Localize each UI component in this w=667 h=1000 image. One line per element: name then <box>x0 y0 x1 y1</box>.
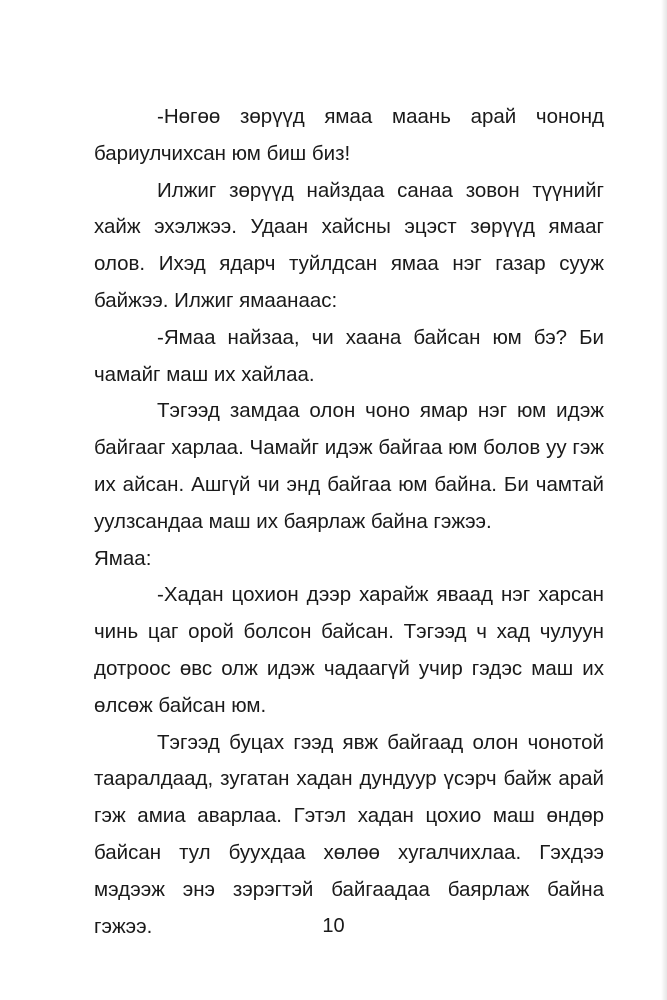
paragraph-1: -Нөгөө зөрүүд ямаа маань арай чононд бариулчихсан юм биш биз! <box>94 105 604 165</box>
paragraph-7: Тэгээд буцах гээд явж байгаад олон чонотой тааралдаад, зугатан хадан дундуур үсэрч байж арай гэж амиа аварлаа. Гэтэл хадан цохио маш өндөр байсан тул буухдаа хөлөө хугалчихлаа. Гэхдээ мэдээж энэ зэрэгтэй байгаадаа баярлаж байна гэжээ. <box>94 730 604 938</box>
paragraph-6: -Хадан цохион дээр харайж яваад нэг харсан чинь цаг орой болсон байсан. Тэгээд ч хад чулуун дотроос өвс олж идэж чадаагүй учир гэдэс маш их өлсөж байсан юм. <box>94 583 604 717</box>
page-edge-shadow <box>661 0 667 1000</box>
paragraph-4: Тэгээд замдаа олон чоно ямар нэг юм идэж байгааг харлаа. Чамайг идэж байгаа юм болов уу гэж их айсан. Ашгүй чи энд байгаа юм байна. Би чамтай уулзсандаа маш их баярлаж байна гэжээ. <box>94 399 604 533</box>
story-text <box>94 99 604 945</box>
paragraph-3: -Ямаа найзаа, чи хаана байсан юм бэ? Би чамайг маш их хайлаа. <box>94 325 604 386</box>
page-number: 10 <box>322 915 345 937</box>
paragraph-2: Илжиг зөрүүд найздаа санаа зовон түүнийг хайж эхэлжээ. Удаан хайсны эцэст зөрүүд ямааг олов. Ихэд ядарч туйлдсан ямаа нэг газар сууж байжээ. Илжиг ямаанаас: <box>94 178 604 312</box>
paragraph-5: Ямаа: <box>94 546 152 570</box>
